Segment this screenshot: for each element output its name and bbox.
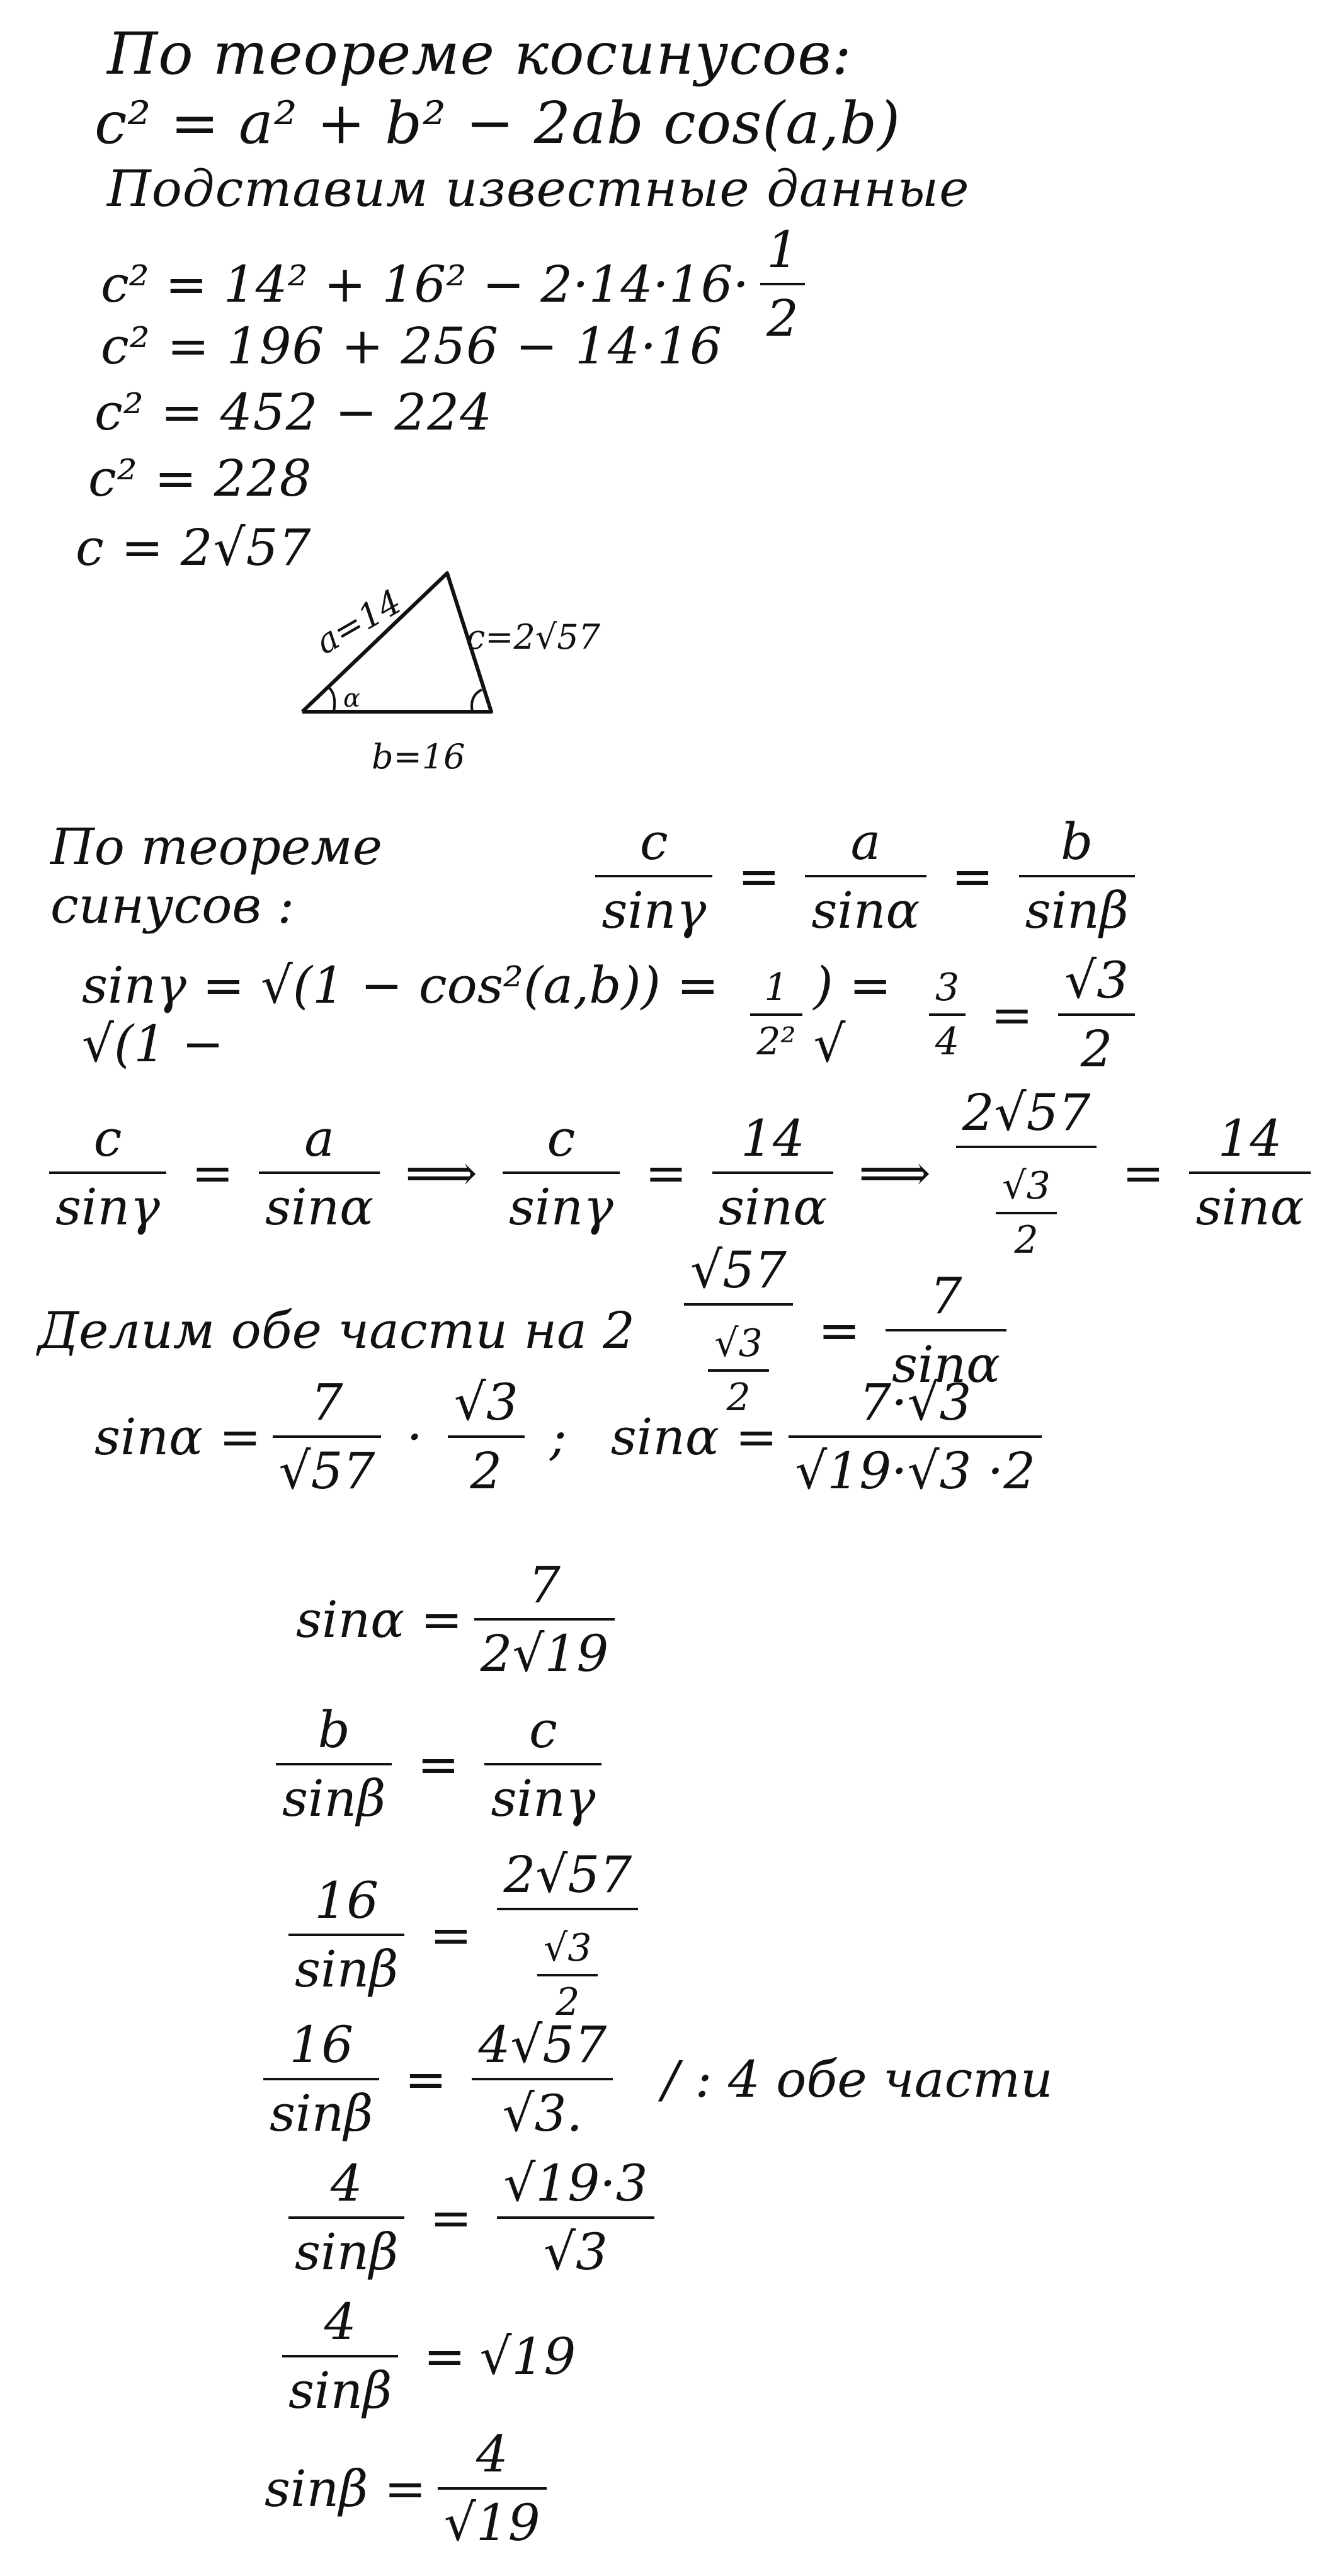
fraction-bar [712, 1171, 833, 1174]
substitute-text: Подставим известные данные [107, 159, 970, 218]
fraction-bar [789, 1435, 1042, 1438]
fraction-4-sinbeta [288, 2154, 404, 2281]
fraction-bar [760, 283, 805, 285]
equals-sign: = [991, 985, 1034, 1044]
denominator: √3. [502, 2084, 583, 2143]
fraction-bar [750, 1013, 802, 1016]
fraction-bar [273, 1435, 382, 1438]
numerator: √3 [714, 1321, 763, 1365]
denominator: sinγ [601, 881, 707, 940]
equals-sign: = [644, 1143, 687, 1202]
numerator: 4 [330, 2154, 363, 2213]
numerator: 2√57 [962, 1083, 1091, 1142]
equals-sign: = [1122, 1143, 1165, 1202]
fraction-7-over-2sqrt19 [474, 1556, 615, 1683]
numerator: 7 [311, 1373, 343, 1432]
ratio-chain-row [38, 1083, 1322, 1262]
equals-sign: = [951, 846, 994, 906]
denominator: sinα [811, 881, 920, 940]
triangle-diagram [290, 561, 617, 787]
denominator: sinβ [1025, 881, 1129, 940]
numerator: √57 [690, 1241, 787, 1299]
multiply-dot: · [406, 1407, 423, 1466]
denominator: sinγ [491, 1769, 596, 1828]
equals-sign: = [430, 1905, 472, 1964]
cosine-step-3: c² = 452 − 224 [94, 383, 493, 442]
sinalpha-row [94, 1373, 1053, 1500]
fraction-1-over-2sq [750, 966, 802, 1064]
numerator: 16 [314, 1871, 379, 1930]
equals-sign: = [404, 2049, 447, 2109]
denominator: √3 [544, 2223, 608, 2281]
fraction-4sqrt57-sqrt3 [472, 2015, 613, 2143]
fraction-bar [537, 1974, 598, 1976]
denominator: √19 [443, 2493, 540, 2552]
fraction-c-singamma [503, 1109, 620, 1236]
equals-sign: = [423, 2327, 466, 2386]
denominator: 2√19 [480, 1624, 609, 1683]
numerator: a [850, 812, 881, 871]
singamma-expression: sinγ = √(1 − cos²(a,b)) = √(1 − [82, 956, 719, 1073]
numerator: b [317, 1701, 350, 1759]
fraction-7sqrt3-over-sqrt19sqrt3-2 [789, 1373, 1042, 1500]
denominator: √57 [278, 1442, 375, 1500]
fraction-3-over-4 [929, 966, 966, 1064]
sine-law-row [50, 812, 1146, 940]
divide-by-4-note: / : 4 обе части [662, 2049, 1053, 2109]
fraction-numerator: 1 [766, 220, 799, 279]
denominator: sinγ [508, 1178, 613, 1236]
equals-sign: = [417, 1735, 460, 1794]
fraction-bar [886, 1329, 1006, 1331]
fraction-bar [1058, 1013, 1135, 1016]
fraction-16-sinbeta [263, 2015, 379, 2143]
fraction-one-half [760, 220, 805, 348]
sinalpha-final-row [296, 1556, 626, 1683]
sinalpha-label: sinα = [94, 1407, 261, 1466]
singamma-row [82, 951, 1146, 1078]
sixteen-row-1 [277, 1845, 649, 2024]
fraction-bar [503, 1171, 620, 1174]
four-row-1 [277, 2154, 666, 2281]
fraction-7-sqrt57 [273, 1373, 382, 1500]
fraction-bar [595, 875, 712, 877]
numerator: 4√57 [478, 2015, 607, 2074]
separator: ; [549, 1407, 567, 1466]
fraction-bar [263, 2078, 379, 2080]
numerator: 7 [930, 1267, 962, 1325]
fraction-bar [472, 2078, 613, 2080]
numerator: 2√57 [503, 1845, 632, 1904]
denominator: 2 [1080, 1020, 1113, 1078]
cosine-step-4: c² = 228 [88, 449, 312, 508]
numerator: 16 [289, 2015, 354, 2074]
fraction-bar [1019, 875, 1135, 877]
fraction-bar [474, 1618, 615, 1621]
side-c-label: c=2√57 [466, 617, 600, 657]
fraction-bar [497, 2216, 654, 2219]
fraction-sqrt3-over-2 [1058, 951, 1135, 1078]
numerator: 7 [528, 1556, 561, 1614]
side-b-label: b=16 [372, 737, 465, 777]
fraction-c-over-singamma [595, 812, 712, 940]
fraction-bar [805, 875, 926, 877]
fraction-sqrt3-2 [448, 1373, 525, 1500]
denominator: sinβ [295, 1940, 399, 1998]
denominator: 2 [1014, 1218, 1039, 1262]
fraction-2sqrt57-over-sqrt3-2 [956, 1083, 1097, 1262]
numerator: 4 [324, 2293, 356, 2351]
fraction-16-sinbeta [288, 1871, 404, 1998]
numerator: √19·3 [503, 2154, 648, 2213]
denominator: sinα [891, 1335, 1001, 1394]
fraction-4-over-sqrt19 [438, 2425, 547, 2552]
fraction-b-sinbeta [276, 1701, 392, 1828]
denominator: sinα [1195, 1178, 1304, 1236]
denominator: √19·√3 ·2 [795, 1442, 1036, 1500]
fraction-bar [708, 1369, 768, 1372]
fraction-bar [1189, 1171, 1310, 1174]
numerator: 4 [476, 2425, 508, 2483]
fraction-bar [448, 1435, 525, 1438]
step1-expression: c² = 14² + 16² − 2·14·16· [101, 254, 749, 314]
fraction-bar [684, 1303, 793, 1306]
side-a-label: a=14 [309, 581, 409, 663]
fraction-sqrt19x3-sqrt3 [497, 2154, 654, 2281]
sinalpha-label: sinα = [296, 1590, 463, 1649]
cosine-result: c = 2√57 [76, 518, 312, 577]
fraction-b-over-sinbeta [1019, 812, 1135, 940]
fraction-c-singamma [49, 1109, 166, 1236]
numerator: √3 [1002, 1164, 1051, 1208]
denominator [520, 1914, 615, 2024]
angle-alpha-label: α [343, 684, 361, 713]
denominator: sinβ [270, 2084, 373, 2143]
numerator: a [304, 1109, 334, 1168]
numerator: c [547, 1109, 576, 1168]
denominator: sinγ [55, 1178, 160, 1236]
sinbeta-final-row [265, 2425, 558, 2552]
denominator: 2² [756, 1020, 796, 1064]
sixteen-row-2 [252, 2015, 1053, 2143]
equals-sign: = [818, 1301, 860, 1360]
equals-sign: = [430, 2188, 472, 2247]
angle-beta-arc [472, 690, 482, 712]
fraction-14-sinalpha [1189, 1109, 1310, 1236]
fraction-denominator: 2 [766, 289, 799, 348]
denominator: 2 [470, 1442, 503, 1500]
numerator: √3 [1064, 951, 1129, 1010]
fraction-bar [288, 2216, 404, 2219]
fraction-bar [288, 1934, 404, 1936]
denominator: sinβ [282, 1769, 386, 1828]
numerator: 14 [741, 1109, 805, 1168]
divide-text: Делим обе части на 2 [38, 1301, 635, 1360]
sinbeta-label: sinβ = [265, 2459, 426, 2518]
numerator: b [1061, 812, 1093, 871]
sine-heading: По теореме синусов : [50, 818, 382, 935]
fraction-bar [49, 1171, 166, 1174]
denominator: 2 [726, 1376, 751, 1420]
fraction-bar [484, 1763, 601, 1765]
fraction-a-over-sinalpha [805, 812, 926, 940]
numerator: c [639, 812, 668, 871]
fraction-bar [282, 2355, 398, 2357]
equals-sign: = [191, 1143, 234, 1202]
denominator: sinα [718, 1178, 828, 1236]
denominator: sinβ [295, 2223, 399, 2281]
implies-arrow: ⟹ [405, 1143, 477, 1202]
numerator: 1 [764, 966, 789, 1010]
numerator: c [529, 1701, 557, 1759]
numerator: 14 [1217, 1109, 1282, 1168]
fraction-bar [996, 1212, 1056, 1214]
four-row-2 [271, 2293, 576, 2420]
equals-sign: = [738, 846, 780, 906]
fraction-bar [276, 1763, 392, 1765]
b-over-sinbeta-row [265, 1701, 613, 1828]
denominator: sinβ [288, 2361, 392, 2420]
fraction-bar [497, 1908, 638, 1910]
implies-arrow: ⟹ [858, 1143, 931, 1202]
fraction-14-sinalpha [712, 1109, 833, 1236]
denominator: 4 [935, 1020, 960, 1064]
singamma-middle: ) = √ [813, 956, 892, 1073]
numerator: 3 [935, 966, 960, 1010]
fraction-bar [438, 2487, 547, 2490]
fraction-bar [956, 1146, 1097, 1148]
numerator: √3 [544, 1926, 592, 1970]
fraction-bar [259, 1171, 380, 1174]
sinalpha-label: sinα = [610, 1407, 778, 1466]
fraction-c-singamma [484, 1701, 601, 1828]
sqrt19: √19 [479, 2327, 576, 2386]
denominator: sinα [265, 1178, 374, 1236]
denominator: 2 [556, 1980, 580, 2024]
cosine-law-formula: c² = a² + b² − 2ab cos(a,b) [94, 89, 901, 157]
fraction-2sqrt57-over-sqrt3-2 [497, 1845, 638, 2024]
fraction-bar [929, 1013, 966, 1016]
angle-alpha-arc [328, 687, 334, 712]
fraction-4-sinbeta [282, 2293, 398, 2420]
cosine-step-2: c² = 196 + 256 − 14·16 [101, 317, 722, 375]
numerator: c [93, 1109, 122, 1168]
numerator: 7·√3 [859, 1373, 972, 1432]
numerator: √3 [453, 1373, 518, 1432]
cosine-heading: По теореме косинусов: [107, 20, 852, 88]
fraction-a-sinalpha [259, 1109, 380, 1236]
nested-fraction [537, 1926, 598, 2024]
